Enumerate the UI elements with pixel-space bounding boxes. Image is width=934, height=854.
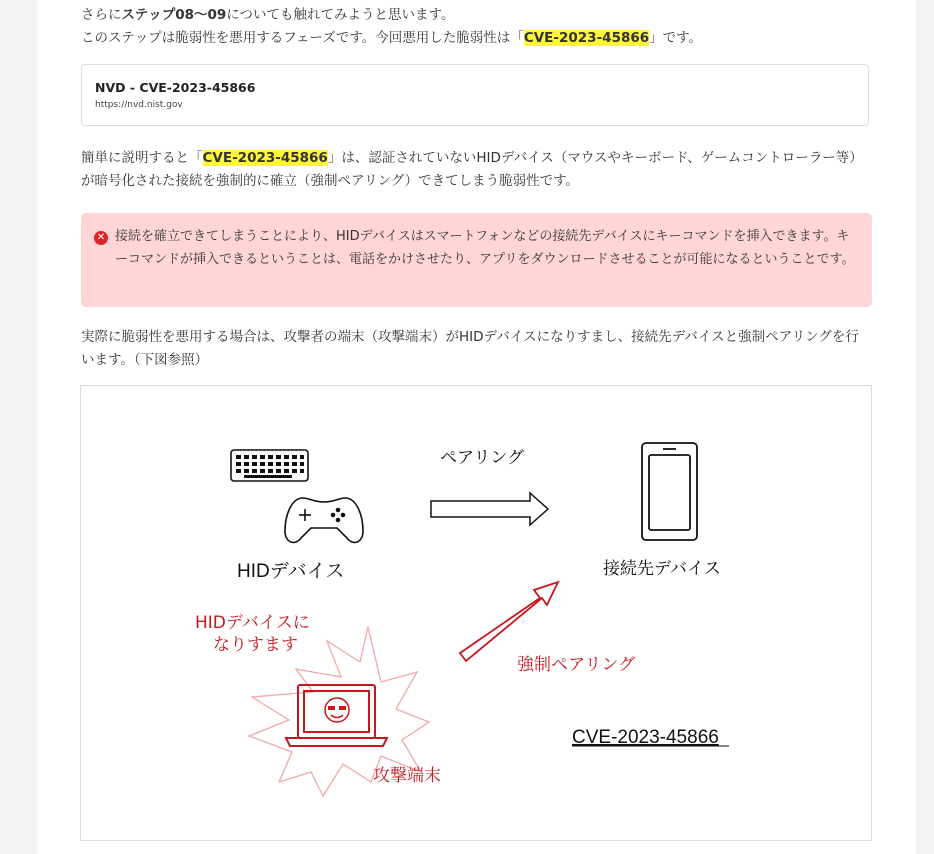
keyboard-icon — [231, 450, 308, 481]
laptop-icon — [286, 685, 387, 746]
intro-paragraph — [81, 4, 871, 50]
exploit-paragraph: 実際に脆弱性を悪用する場合は、攻撃者の端末（攻撃端末）がHIDデバイスになりすまし、接続先デバイスと強制ペアリングを行います。（下図参照） — [81, 329, 859, 368]
link-card-title[interactable]: NVD - CVE-2023-45866 — [95, 80, 256, 95]
nvd-link-card[interactable] — [81, 64, 869, 126]
explanation-text: 簡単に説明すると「 — [81, 150, 203, 166]
smartphone-icon — [642, 443, 697, 540]
cve-highlight: CVE-2023-45866 — [523, 30, 650, 46]
article-page — [37, 0, 916, 854]
intro-text-3: このステップは脆弱性を悪用するフェーズです。今回悪用した脆弱性は「 — [81, 30, 524, 46]
error-x-icon: ✕ — [94, 231, 108, 245]
explanation-text-2: 」は、認証されていないHIDデバイス（マウスやキーボード、ゲームコントローラー等）が暗号化された接続を強制的に確立（強制ペアリング）できてしまう脆弱性です。 — [81, 150, 863, 189]
pairing-label: ペアリング — [440, 448, 524, 468]
explanation-paragraph — [81, 147, 871, 193]
attack-diagram-figure — [80, 385, 872, 841]
pairing-arrow — [431, 493, 548, 525]
link-card-url[interactable]: https://nvd.nist.gov — [95, 100, 183, 110]
attacker-terminal-label: 攻撃端末 — [373, 766, 441, 786]
intro-bold: ステップ08〜09 — [121, 7, 227, 23]
cve-figure-label: CVE-2023-45866 — [572, 727, 719, 748]
hid-device-label: HIDデバイス — [237, 561, 345, 582]
warning-alert-box — [81, 213, 872, 307]
forced-pairing-label: 強制ペアリング — [517, 655, 635, 675]
intro-text-4: 」です。 — [649, 30, 703, 46]
gamepad-icon — [285, 498, 363, 542]
target-device-label: 接続先デバイス — [603, 559, 721, 579]
forced-pairing-arrow — [460, 582, 558, 661]
intro-text: さらに — [81, 7, 122, 23]
spoof-label-line1: HIDデバイスに — [195, 613, 310, 633]
evil-face-icon — [325, 698, 349, 722]
cve-highlight-2: CVE-2023-45866 — [202, 150, 328, 166]
intro-text-2: についても触れてみようと思います。 — [226, 7, 455, 23]
attack-diagram — [81, 386, 873, 842]
alert-text: 接続を確立できてしまうことにより、HIDデバイスはスマートフォンなどの接続先デバイスにキーコマンドを挿入できます。キーコマンドが挿入できるということは、電話をかけさせたり、アプリをダウンロードさせることが可能になるということです。 — [115, 229, 855, 267]
spoof-label-line2: なりすます — [213, 635, 298, 655]
